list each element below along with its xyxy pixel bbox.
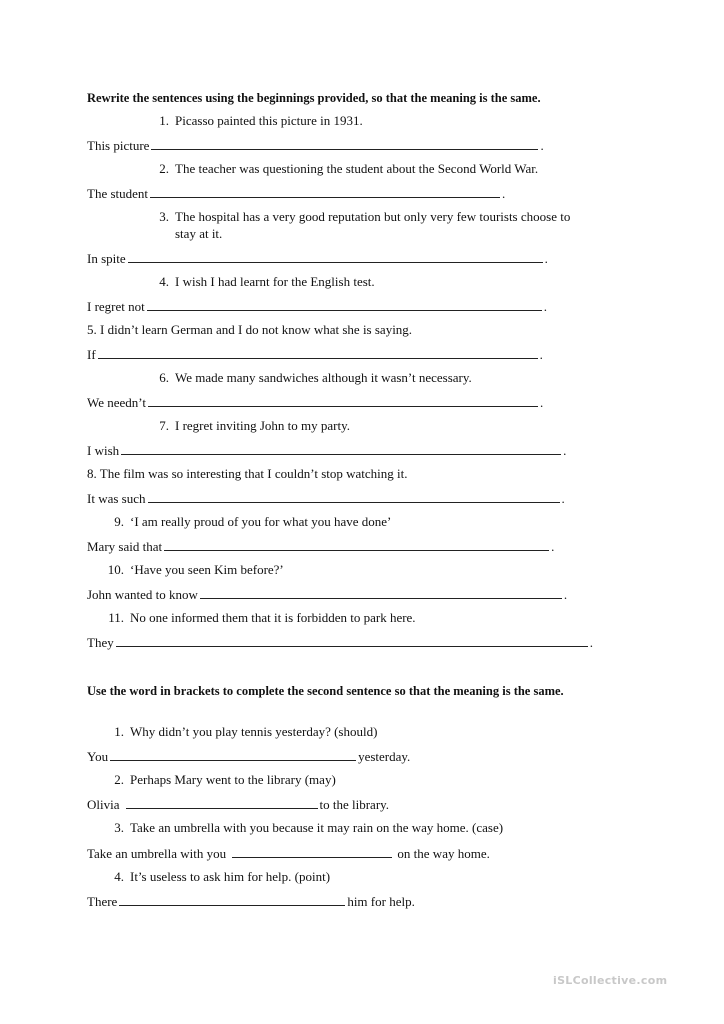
answer-line-10[interactable]: John wanted to know . xyxy=(87,587,568,602)
question-1: 1. Picasso painted this picture in 1931. xyxy=(159,113,363,128)
answer-line-9[interactable]: Mary said that . xyxy=(87,539,555,554)
question-11: 11. No one informed them that it is forbidden to park here. xyxy=(108,610,416,625)
question-10: 10. ‘Have you seen Kim before?’ xyxy=(107,562,284,577)
answer-blank[interactable] xyxy=(150,185,500,198)
question-2: 2. The teacher was questioning the student about the Second World War. xyxy=(159,161,539,176)
answer-blank[interactable] xyxy=(119,893,345,906)
question-3-continued: stay at it. xyxy=(175,226,223,241)
answer-blank[interactable] xyxy=(164,538,549,551)
answer-blank[interactable] xyxy=(116,634,588,647)
answer-line-1[interactable]: This picture . xyxy=(87,138,544,153)
section2-answer-line-4[interactable]: There him for help. xyxy=(87,894,415,909)
section2-heading: Use the word in brackets to complete the second sentence so that the meaning is the same. xyxy=(87,684,564,698)
answer-line-2[interactable]: The student . xyxy=(87,186,506,201)
answer-line-11[interactable]: They . xyxy=(87,635,593,650)
question-6: 6. We made many sandwiches although it wasn’t necessary. xyxy=(159,370,472,385)
answer-blank[interactable] xyxy=(98,346,538,359)
answer-line-8[interactable]: It was such . xyxy=(87,491,565,506)
answer-blank[interactable] xyxy=(148,490,560,503)
answer-blank[interactable] xyxy=(147,298,542,311)
question-4: 4. I wish I had learnt for the English test. xyxy=(159,274,375,289)
section2-question-3: 3. Take an umbrella with you because it may rain on the way home. (case) xyxy=(114,820,504,835)
section1-heading: Rewrite the sentences using the beginnings provided, so that the meaning is the same. xyxy=(87,91,541,105)
answer-blank[interactable] xyxy=(128,250,543,263)
section2-answer-line-3[interactable]: Take an umbrella with you on the way home. xyxy=(87,846,490,861)
answer-blank[interactable] xyxy=(148,394,538,407)
site-watermark: iSLCollective.com xyxy=(553,974,668,987)
answer-blank[interactable] xyxy=(121,442,561,455)
answer-line-7[interactable]: I wish . xyxy=(87,443,567,458)
answer-blank[interactable] xyxy=(151,137,538,150)
question-3: 3. The hospital has a very good reputation but only very few tourists choose to xyxy=(159,209,571,224)
answer-blank[interactable] xyxy=(110,748,356,761)
question-7: 7. I regret inviting John to my party. xyxy=(159,418,350,433)
answer-line-4[interactable]: I regret not . xyxy=(87,299,548,314)
section2-question-1: 1. Why didn’t you play tennis yesterday? (should) xyxy=(114,724,378,739)
answer-line-5[interactable]: If . xyxy=(87,347,543,362)
question-9: 9. ‘I am really proud of you for what you have done’ xyxy=(114,514,392,529)
question-8: 8. The film was so interesting that I couldn’t stop watching it. xyxy=(87,466,408,481)
section2-question-4: 4. It’s useless to ask him for help. (point) xyxy=(114,869,331,884)
section2-question-2: 2. Perhaps Mary went to the library (may) xyxy=(114,772,336,787)
section2-answer-line-2[interactable]: Olivia to the library. xyxy=(87,797,390,812)
question-5: 5. I didn’t learn German and I do not know what she is saying. xyxy=(87,322,413,337)
answer-blank[interactable] xyxy=(126,796,318,809)
answer-blank[interactable] xyxy=(200,586,562,599)
answer-line-6[interactable]: We needn’t . xyxy=(87,395,544,410)
section2-answer-line-1[interactable]: You yesterday. xyxy=(87,749,411,764)
answer-blank[interactable] xyxy=(232,845,392,858)
answer-line-3[interactable]: In spite . xyxy=(87,251,548,266)
